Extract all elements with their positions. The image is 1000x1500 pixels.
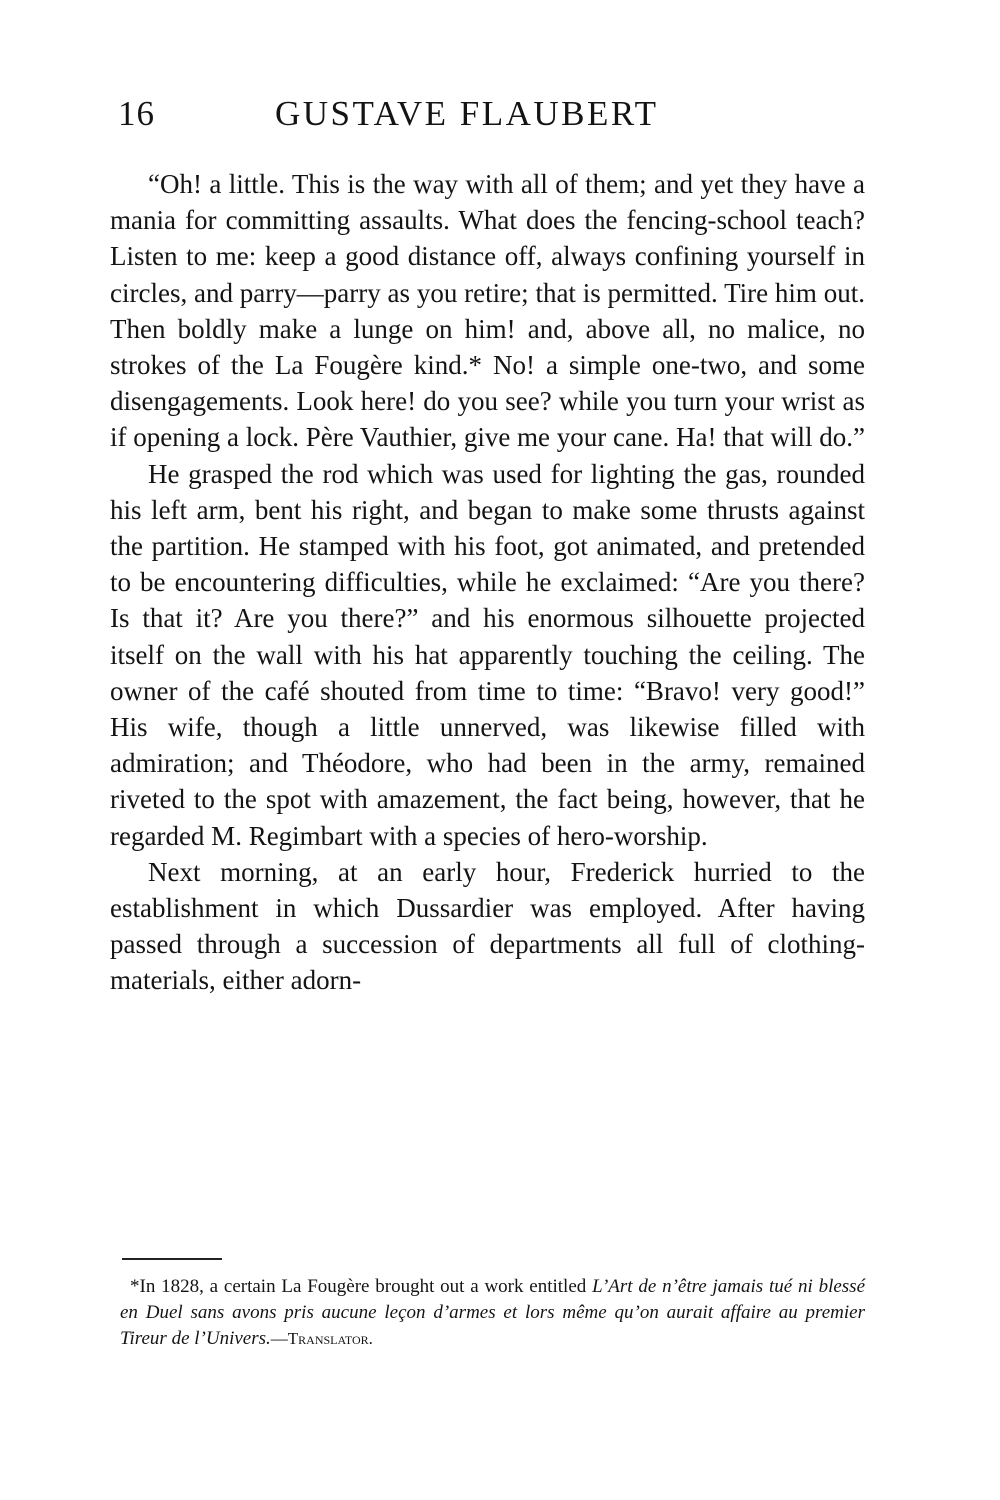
page-number: 16: [118, 94, 155, 133]
footnote-book-title: L’Art de n’être jamais tué ni blessé en Duel sans avons pris aucune leçon d’armes et lors même qu’on aurait affaire au premier Tireur de l’Univers.: [120, 1276, 865, 1349]
running-title: GUSTAVE FLAUBERT: [275, 94, 659, 133]
body-text: [110, 166, 865, 999]
footnote-attribution: —Translator.: [270, 1329, 373, 1348]
paragraph-demonstration: He grasped the rod which was used for lighting the gas, rounded his left arm, bent his right, and began to make some thrusts against the partition. He stamped with his foot, got animated, and pretended to be encountering difficulties, while he exclaimed: “Are you there? Is that it? Are you there?” and his enormous silhouette projected itself on the wall with his hat apparently touching the ceiling. The owner of the café shouted from time to time: “Bravo! very good!” His wife, though a little unnerved, was likewise filled with admiration; and Théodore, who had been in the army, remained riveted to the spot with amazement, the fact being, however, that he regarded M. Regimbart with a species of hero-worship.: [110, 458, 865, 851]
paragraph-dialogue: “Oh! a little. This is the way with all of them; and yet they have a mania for committing assaults. What does the fencing-school teach? Listen to me: keep a good distance off, always confining yourself in circles, and parry—parry as you retire; that is permitted. Tire him out. Then boldly make a lunge on him! and, above all, no malice, no strokes of the La Fougère kind.* No! a simple one-two, and some disengagements. Look here! do you see? while you turn your wrist as if opening a lock. Père Vauthier, give me your cane. Ha! that will do.”: [110, 169, 865, 453]
footnote-divider: [122, 1258, 222, 1260]
footnote: [120, 1274, 865, 1352]
page-header: [110, 94, 870, 140]
paragraph-next-morning: Next morning, at an early hour, Frederick hurried to the establishment in which Dussardier was employed. After having passed through a succession of departments all full of clothing-materials, either adorn-: [110, 856, 865, 996]
footnote-lead: *In 1828, a certain La Fougère brought out a work entitled: [130, 1276, 587, 1297]
